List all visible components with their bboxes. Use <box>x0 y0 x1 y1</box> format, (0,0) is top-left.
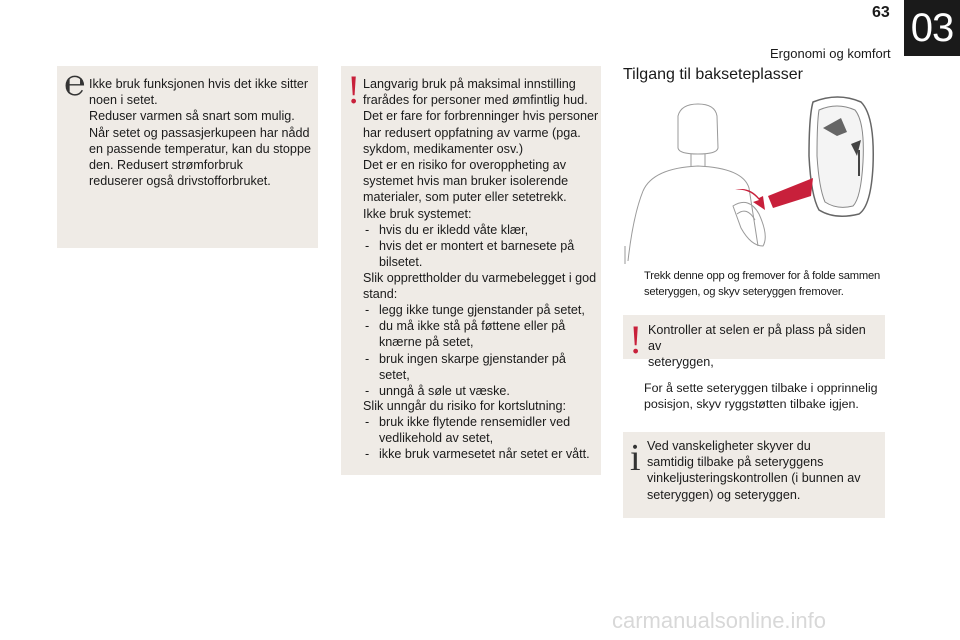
eco-note-text: Ikke bruk funksjonen hvis det ikke sitter noen i setet. Reduser varmen så snart som mulig. Når setet og passasjerkupeen har nådd en passende temperatur, kan du stoppe den. Redusert strømforbruk reduserer også drivstofforbruket. <box>89 77 311 189</box>
list-item: - bruk ikke flytende rensemidler ved vedlikehold av setet, <box>363 414 599 446</box>
warning-list-1 <box>363 222 599 271</box>
list-item: - ikke bruk varmesetet når setet er vått. <box>363 446 599 462</box>
warning-mid-2: Slik unngår du risiko for kortslutning: <box>363 399 566 413</box>
chapter-title: Ergonomi og komfort <box>770 46 891 61</box>
step-2-text: For å sette seteryggen tilbake i opprinnelig posisjon, skyv ryggstøtten tilbake igjen. <box>644 381 878 412</box>
list-item: - unngå å søle ut væske. <box>363 383 599 399</box>
warning-list-3 <box>363 414 599 463</box>
list-item: - du må ikke stå på føttene eller på knærne på setet, <box>363 318 599 350</box>
page-number: 63 <box>872 4 890 21</box>
warning-list-2 <box>363 302 599 399</box>
warning-icon: ! <box>347 67 361 112</box>
warning-intro: Langvarig bruk på maksimal innstilling frarådes for personer med ømfintlig hud. Det er fare for forbrenninger hvis personer har redusert oppfatning av varme (pga. sykdom, medikamenter osv.) Det er en risiko for overoppheting av systemet hvis man bruker isolerende materialer, som puter eller setetrekk. Ikke bruk systemet: <box>363 77 599 221</box>
list-item: - bruk ingen skarpe gjenstander på setet, <box>363 351 599 383</box>
chapter-number-box: 03 <box>904 0 960 56</box>
lever-closeup-icon <box>809 97 873 216</box>
step-2 <box>624 380 886 412</box>
warning-icon: ! <box>629 317 643 362</box>
info-icon: i <box>630 437 641 479</box>
warning-mid: Slik opprettholder du varmebelegget i god stand: <box>363 271 597 302</box>
seat-outline-icon <box>625 104 765 264</box>
watermark: carmanualsonline.info <box>612 608 827 633</box>
list-item: - hvis du er ikledd våte klær, <box>363 222 599 238</box>
info-note-text: Ved vanskeligheter skyver du samtidig tilbake på seteryggens vinkeljusteringskontrollen (i bunnen av seteryggen) og seteryggen. <box>647 439 861 502</box>
step-1 <box>624 268 886 300</box>
warning-note-text: Kontroller at selen er på plass på siden av seteryggen, <box>648 323 866 370</box>
section-title: Tilgang til bakseteplasser <box>623 66 803 83</box>
step-1-text: Trekk denne opp og fremover for å folde sammen seteryggen, og skyv seteryggen fremover. <box>644 270 881 299</box>
eco-icon: ℮ <box>64 63 86 103</box>
list-item: - legg ikke tunge gjenstander på setet, <box>363 302 599 318</box>
seat-illustration <box>623 96 885 266</box>
list-item: - hvis det er montert et barnesete på bilsetet. <box>363 238 599 270</box>
